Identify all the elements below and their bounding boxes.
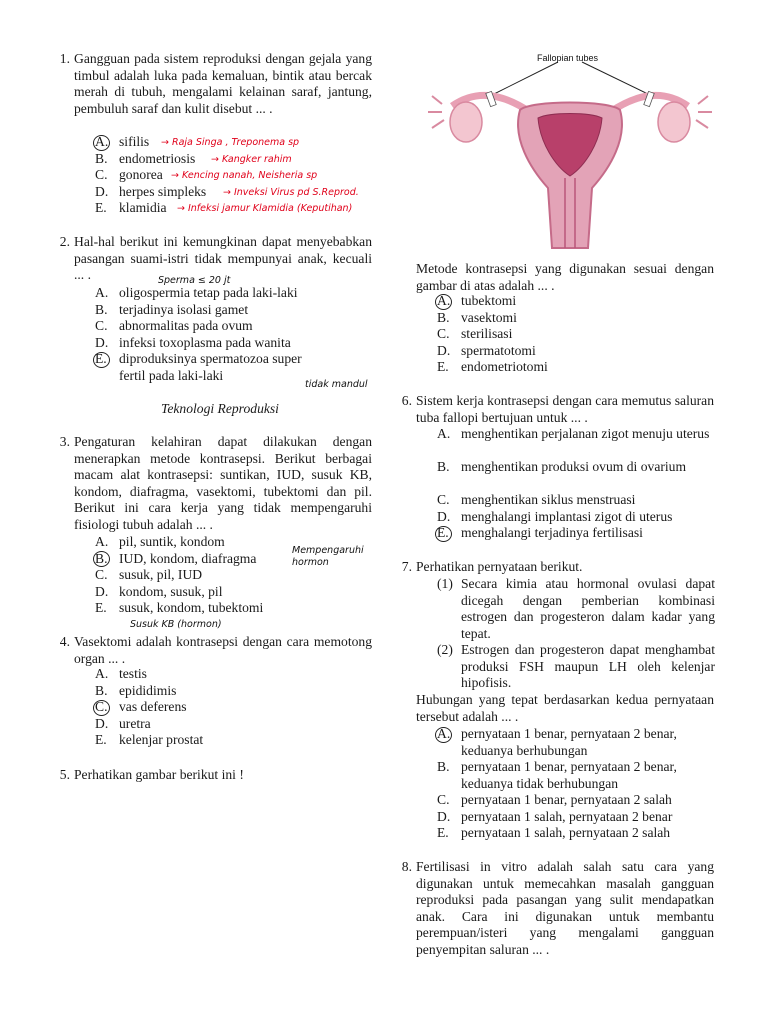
option-b[interactable]: B. epididimis [95, 682, 177, 698]
question-number: 2. [59, 234, 70, 249]
option-c[interactable]: C. pernyataan 1 benar, pernyataan 2 salah [437, 792, 672, 807]
answer-circle [435, 294, 452, 310]
option-a[interactable]: A. pernyataan 1 benar, pernyataan 2 benar, keduanya berhubungan [437, 726, 677, 758]
handwritten-note: → Raja Singa , Treponema sp [161, 137, 300, 148]
option-c[interactable]: C. susuk, pil, IUD [95, 567, 203, 583]
question-number: 6. [401, 393, 412, 408]
option-e[interactable]: E. menghalangi terjadinya fertilisasi [437, 525, 643, 541]
question-number: 5. [59, 767, 70, 782]
uterus-illustration [420, 48, 720, 263]
option-a[interactable]: A. sifilis → Raja Singa , Treponema sp [95, 134, 395, 151]
handwritten-note: Mempengaruhi hormon [292, 545, 364, 568]
question-stem: Hubungan yang tepat berdasarkan kedua pernyataan tersebut adalah ... . [416, 692, 714, 724]
question-stem: Perhatikan gambar berikut ini ! [74, 767, 244, 782]
option-a[interactable]: A. tubektomi [437, 293, 517, 308]
option-e[interactable]: E. endometriotomi [437, 359, 548, 375]
option-e[interactable]: E. pernyataan 1 salah, pernyataan 2 salah [437, 825, 671, 841]
question-stem: Perhatikan pernyataan berikut. [416, 559, 583, 574]
handwritten-note: → Infeksi jamur Klamidia (Keputihan) [177, 203, 353, 215]
question-stem: Pengaturan kelahiran dapat dilakukan dengan menerapkan metode kontrasepsi. Berikut berbagai macam alat kontrasepsi: suntikan, IUD, susuk KB, kondom, diafragma, vasektomi, tubektomi dan pil. Berikut ini cara kerja yang tidak mempengaruhi fisiologi tubuh adalah ... . [74, 434, 372, 532]
handwritten-note: tidak mandul [305, 379, 368, 390]
option-b[interactable]: B. vasektomi [437, 309, 517, 325]
answer-options [437, 426, 717, 542]
option-c[interactable]: C. menghentikan siklus menstruasi [437, 492, 636, 507]
option-d[interactable]: D. menghalangi implantasi zigot di uterus [437, 508, 673, 524]
option-a[interactable]: A. oligospermia tetap pada laki-laki [95, 285, 298, 300]
answer-options [437, 726, 717, 842]
option-e[interactable]: E. klamidia → Infeksi jamur Klamidia (Keputihan) [95, 200, 395, 217]
option-e[interactable]: E. susuk, kondom, tubektomi [95, 600, 264, 616]
figure-label: Fallopian tubes [537, 53, 599, 63]
statement-2: (2) Estrogen dan progesteron dapat menghambat produksi FSH maupun LH oleh kelenjar hipofisis. [437, 642, 715, 691]
handwritten-note: → Inveksi Virus pd S.Reprod. [223, 186, 359, 198]
option-b[interactable]: B. menghentikan produksi ovum di ovarium [437, 459, 687, 474]
option-b[interactable]: B. IUD, kondom, diafragma [95, 550, 257, 566]
option-c[interactable]: C. abnormalitas pada ovum [95, 318, 253, 334]
answer-circle [93, 551, 110, 567]
answer-circle [93, 700, 110, 716]
option-c[interactable]: C. vas deferens [95, 699, 187, 715]
option-b[interactable]: B. pernyataan 1 benar, pernyataan 2 benar, keduanya tidak berhubungan [437, 759, 677, 791]
handwritten-note: Sperma ≤ 20 jt [158, 275, 231, 286]
answer-options [437, 293, 717, 376]
answer-circle [435, 526, 452, 542]
question-stem: Hal-hal berikut ini kemungkinan dapat menyebabkan pasangan suami-istri tidak mempunyai anak, kecuali ... . [74, 234, 372, 283]
option-b[interactable]: B. endometriosis → Kangker rahim [95, 151, 395, 168]
statement-list [437, 576, 717, 692]
answer-options [95, 134, 395, 217]
handwritten-note: → Kangker rahim [211, 153, 292, 165]
option-d[interactable]: D. kondom, susuk, pil [95, 583, 223, 599]
answer-options [95, 285, 395, 384]
question-stem: Vasektomi adalah kontrasepsi dengan cara memotong organ ... . [74, 634, 372, 666]
option-a[interactable]: A. testis [95, 666, 147, 681]
answer-circle [93, 135, 110, 151]
question-stem: Metode kontrasepsi yang digunakan sesuai dengan gambar di atas adalah ... . [416, 261, 714, 293]
answer-circle [435, 727, 452, 743]
question-number: 8. [401, 859, 412, 874]
question-number: 4. [59, 634, 70, 649]
option-d[interactable]: D. uretra [95, 715, 151, 731]
statement-1: (1) Secara kimia atau hormonal ovulasi dapat dicegah dengan pemberian kombinasi estrogen dan progesteron dalam kadar yang tepat. [437, 576, 715, 641]
question-stem: Fertilisasi in vitro adalah salah satu cara yang digunakan untuk memecahkan masalah gangguan reproduksi pada pasangan yang sulit mendapatkan anak. Cara ini digunakan untuk membantu perempuan/isteri yang mengalami gangguan penyempitan saluran ... . [416, 859, 714, 957]
option-b[interactable]: B. terjadinya isolasi gamet [95, 301, 249, 317]
option-e[interactable]: E. diproduksinya spermatozoa super fertil pada laki-laki [95, 351, 302, 383]
answer-circle [93, 352, 110, 368]
option-d[interactable]: D. herpes simpleks → Inveksi Virus pd S.Reprod. [95, 184, 395, 201]
option-d[interactable]: D. infeksi toxoplasma pada wanita [95, 334, 291, 350]
option-d[interactable]: D. spermatotomi [437, 342, 536, 358]
option-a[interactable]: A. pil, suntik, kondom [95, 534, 225, 549]
question-number: 3. [59, 434, 70, 449]
option-c[interactable]: C. sterilisasi [437, 326, 513, 342]
uterus-figure [420, 48, 720, 263]
option-a[interactable]: A. menghentikan perjalanan zigot menuju uterus [437, 426, 710, 441]
question-stem: Gangguan pada sistem reproduksi dengan gejala yang timbul adalah luka pada kemaluan, bintik atau bercak merah di tubuh, mengalami kelainan saraf, jantung, pembuluh saraf dan kulit disebut ... . [74, 51, 372, 116]
question-number: 1. [59, 51, 70, 66]
option-c[interactable]: C. gonorea → Kencing nanah, Neisheria sp [95, 167, 395, 184]
answer-options [95, 666, 395, 749]
handwritten-note: → Kencing nanah, Neisheria sp [171, 170, 318, 182]
handwritten-note: Susuk KB (hormon) [130, 619, 222, 630]
option-d[interactable]: D. pernyataan 1 salah, pernyataan 2 benar [437, 808, 673, 824]
option-e[interactable]: E. kelenjar prostat [95, 732, 204, 748]
question-stem: Sistem kerja kontrasepsi dengan cara memutus saluran tuba fallopi bertujuan untuk ... . [416, 393, 714, 425]
question-number: 7. [401, 559, 412, 574]
section-title: Teknologi Reproduksi [161, 401, 279, 416]
